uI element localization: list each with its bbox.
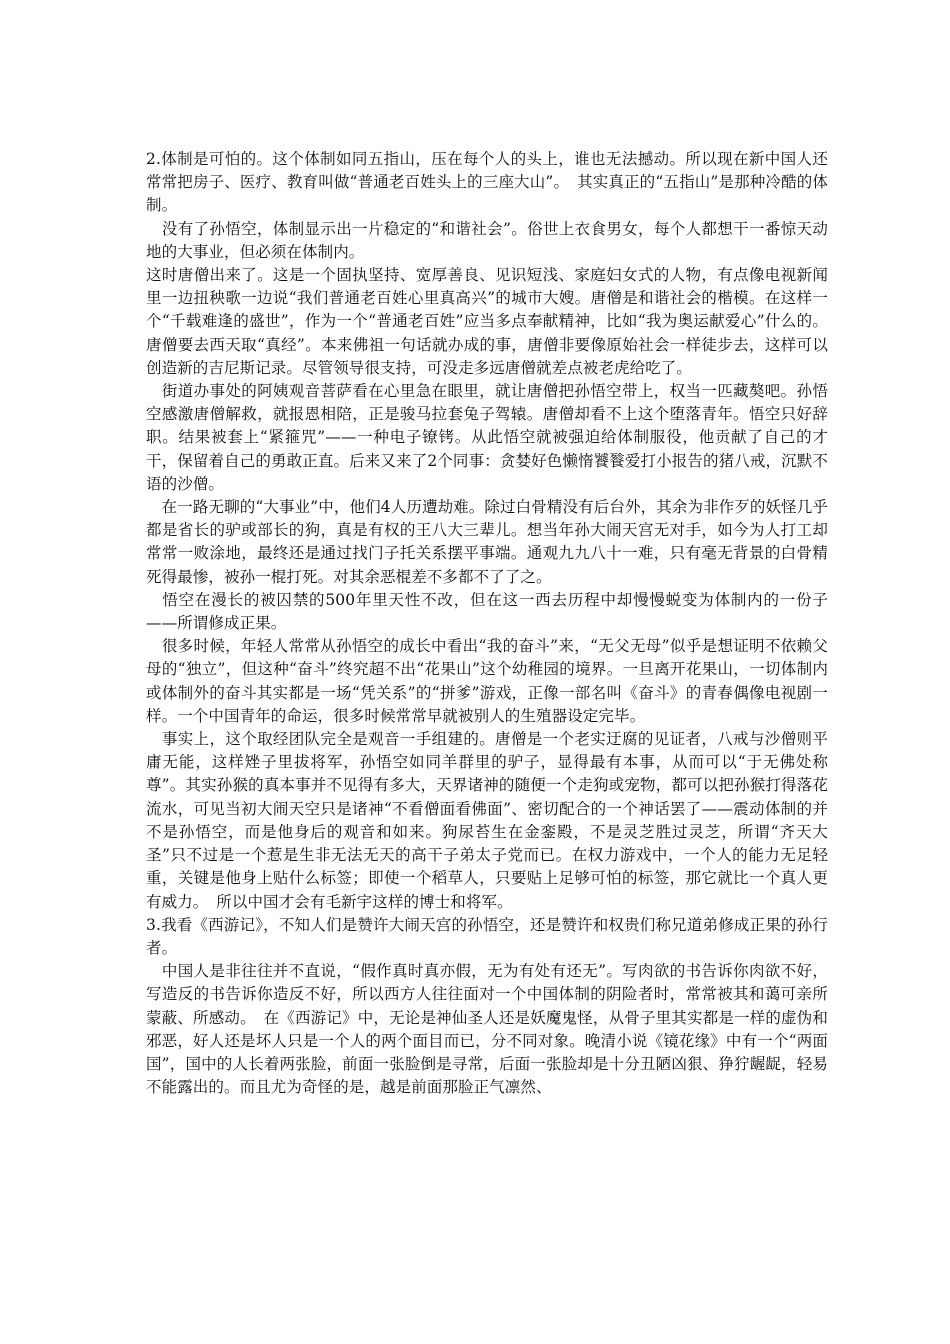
- paragraph-journey-hardships: 在一路无聊的“大事业”中，他们4人历遭劫难。除过白骨精没有后台外，其余为非作歹的妖怪几乎都是省长的驴或部长的狗，真是有权的王八大三辈儿。想当年孙大闹天宫无对手，如今为人打工却常常一败涂地，最终还是通过找门子托关系摆平事端。通观九九八十一难，只有毫无背景的白骨精死得最惨，被孙一棍打死。对其余恶棍差不多都不了了之。: [146, 498, 828, 586]
- paragraph-section-3-intro: 3.我看《西游记》，不知人们是赞许大闹天宫的孙悟空，还是赞许和权贵们称兄道弟修成正果的孙行者。: [146, 915, 828, 957]
- paragraph-tang-monk: 这时唐僧出来了。这是一个固执坚持、宽厚善良、见识短浅、家庭妇女式的人物，有点像电视新闻里一边扭秧歌一边说“我们普通老百姓心里真高兴”的城市大嫂。唐僧是和谐社会的楷模。在这样一个“千载难逢的盛世”，作为一个“普通老百姓”应当多点奉献精神，比如“我为奥运献爱心”什么的。唐僧要去西天取“真经”。本来佛祖一句话就办成的事，唐僧非要像原始社会一样徒步去，这样可以创造新的吉尼斯记录。尽管领导很支持，可没走多远唐僧就差点被老虎给吃了。: [146, 266, 828, 377]
- paragraph-harmonious-society: 没有了孙悟空，体制显示出一片稳定的“和谐社会”。俗世上衣食男女，每个人都想干一番惊天动地的大事业，但必须在体制内。: [146, 219, 828, 261]
- document-page: [146, 148, 828, 1099]
- paragraph-wukong-transformation: 悟空在漫长的被囚禁的500年里天性不改，但在这一西去历程中却慢慢蜕变为体制内的一份子——所谓修成正果。: [146, 590, 828, 633]
- paragraph-section-2-intro: 2.体制是可怕的。这个体制如同五指山，压在每个人的头上，谁也无法撼动。所以现在新中国人还常常把房子、医疗、教育叫做“普通老百姓头上的三座大山”。 其实真正的“五指山”是那种冷酷的体制。: [146, 150, 828, 215]
- paragraph-guanyin: 街道办事处的阿姨观音菩萨看在心里急在眼里，就让唐僧把孙悟空带上，权当一匹藏獒吧。孙悟空感激唐僧解救，就报恩相陪，正是骏马拉套兔子驾辕。唐僧却看不上这个堕落青年。悟空只好辞职。结果被套上“紧箍咒”——一种电子镣铐。从此悟空就被强迫给体制服役，他贡献了自己的才干，保留着自己的勇敢正直。后来又来了2个同事：贪婪好色懒惰饕餮爱打小报告的猪八戒，沉默不语的沙僧。: [146, 382, 828, 493]
- paragraph-youth-struggle: 很多时候，年轻人常常从孙悟空的成长中看出“我的奋斗”来，“无父无母”似乎是想证明不依赖父母的“独立”，但这种“奋斗”终究超不出“花果山”这个幼稚园的境界。一旦离开花果山，一切体制内或体制外的奋斗其实都是一场“凭关系”的“拼爹”游戏，正像一部名叫《奋斗》的青春偶像电视剧一样。一个中国青年的命运，很多时候常常早就被别人的生殖器设定完毕。: [146, 637, 828, 725]
- paragraph-team-formation: 事实上，这个取经团队完全是观音一手组建的。唐僧是一个老实迂腐的见证者，八戒与沙僧则平庸无能，这样矬子里拔将军，孙悟空如同羊群里的驴子，显得最有本事，从而可以“于无佛处称尊”。其实孙猴的真本事并不见得有多大，天界诸神的随便一个走狗或宠物，都可以把孙猴打得落花流水，可见当初大闹天空只是诸神“不看僧面看佛面”、密切配合的一个神话罢了——震动体制的并不是孙悟空，而是他身后的观音和如来。狗尿苔生在金銮殿，不是灵芝胜过灵芝，所谓“齐天大圣”只不过是一个惹是生非无法无天的高干子弟太子党而已。在权力游戏中，一个人的能力无足轻重，关键是他身上贴什么标签；即使一个稻草人，只要贴上足够可怕的标签，那它就比一个真人更有威力。 所以中国才会有毛新宇这样的博士和将军。: [146, 730, 828, 911]
- paragraph-two-faces: 中国人是非往往并不直说，“假作真时真亦假，无为有处有还无”。写肉欲的书告诉你肉欲不好，写造反的书告诉你造反不好，所以西方人往往面对一个中国体制的阴险者时，常常被其和蔼可亲所蒙蔽、所感动。 在《西游记》中，无论是神仙圣人还是妖魔鬼怪，从骨子里其实都是一样的虚伪和邪恶，好人还是坏人只是一个人的两个面目而已，分不同对象。晚清小说《镜花缘》中有一个“两面国”，国中的人长着两张脸，前面一张脸倒是寻常，后面一张脸却是十分丑陋凶狠、狰狞龌龊，轻易不能露出的。而且尤为奇怪的是，越是前面那脸正气凛然、: [146, 962, 828, 1097]
